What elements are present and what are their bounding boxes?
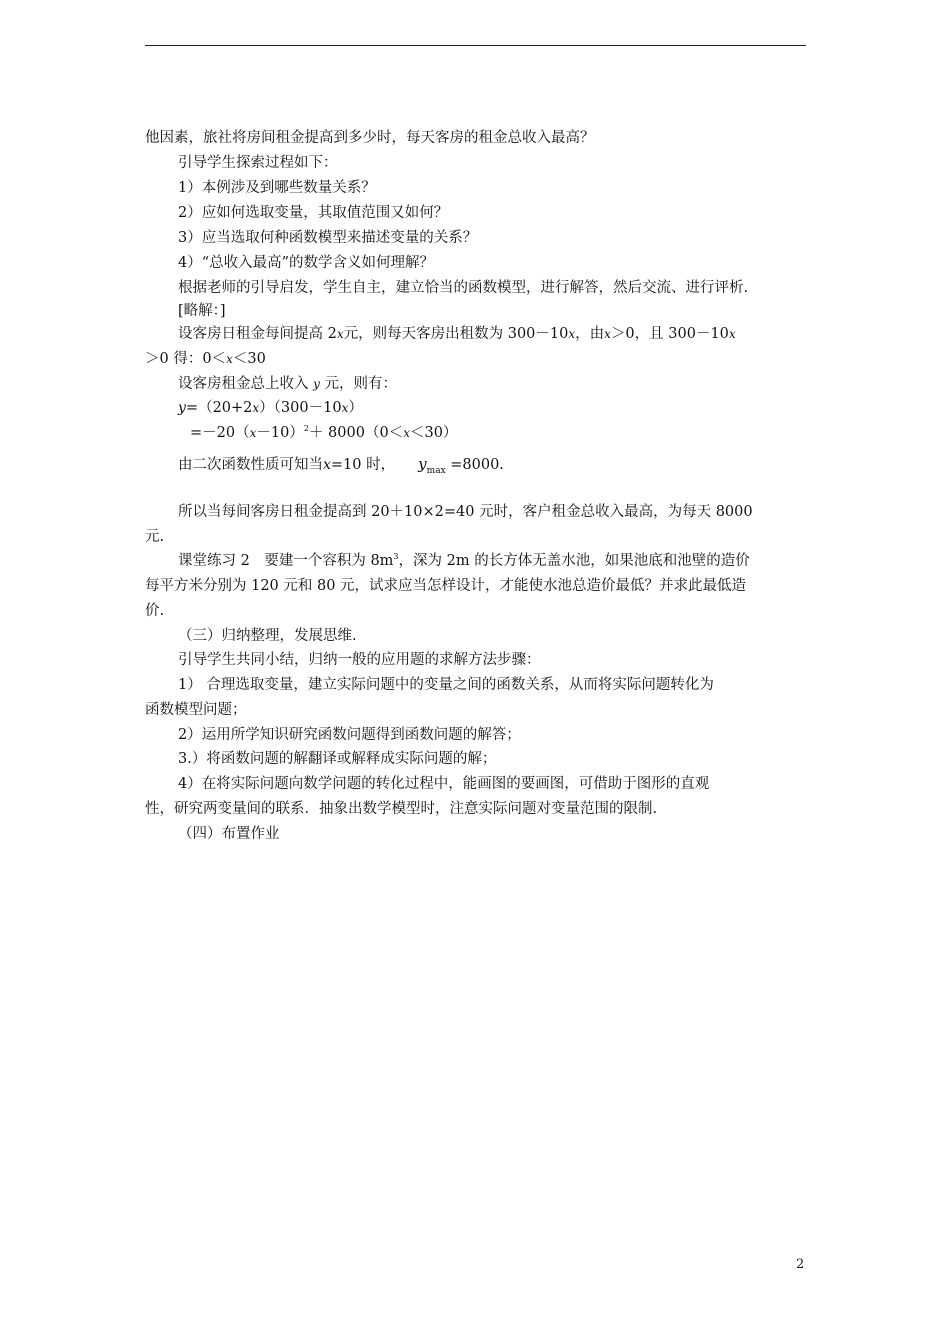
text-line: 1） 合理选取变量，建立实际问题中的变量之间的函数关系，从而将实际问题转化为 <box>178 677 714 693</box>
text-line: [略解：] <box>178 303 226 319</box>
text-line: 1）本例涉及到哪些数量关系？ <box>178 180 376 196</box>
text-line: 引导学生探索过程如下： <box>178 155 338 171</box>
text-line: 设客房日租金每间提高 2x元，则每天客房出租数为 300－10x，由x＞0，且 300－10x <box>178 326 736 342</box>
page-number: 2 <box>796 1257 805 1272</box>
text-line: 由二次函数性质可知当x=10 时， $y_{max} =8000$. <box>178 455 504 476</box>
text-line: 3.）将函数问题的解翻译或解释成实际问题的解； <box>178 751 497 767</box>
text-line: 所以当每间客房日租金提高到 20＋10×2=40 元时，客户租金总收入最高，为每天 8000 <box>178 504 753 520</box>
text-line: 4）在将实际问题向数学问题的转化过程中，能画图的要画图，可借助于图形的直观 <box>178 776 710 792</box>
formula-line: $=-20(x-10)^2+ 8000(0<x<30)$ <box>190 424 458 441</box>
text-line: ＞0 得：0＜x＜30 <box>145 351 266 367</box>
text-line: 元. <box>145 529 165 545</box>
text-line: 每平方米分别为 120 元和 80 元，试求应当怎样设计，才能使水池总造价最低？并求此最低造 <box>145 578 747 594</box>
text-line: 性，研究两变量间的联系．抽象出数学模型时，注意实际问题对变量范围的限制. <box>145 801 658 817</box>
text-line: 课堂练习 2 要建一个容积为 $8m^3$，深为 2m 的长方体无盖水池，如果池底和池壁的造价 <box>178 552 750 569</box>
text-line: 函数模型问题； <box>145 702 247 718</box>
section-heading: （三）归纳整理，发展思维. <box>178 628 357 644</box>
text-line: 2）运用所学知识研究函数问题得到函数问题的解答； <box>178 727 521 743</box>
text-line: 他因素，旅社将房间租金提高到多少时，每天客房的租金总收入最高？ <box>145 130 595 146</box>
text-line: 价. <box>145 603 165 619</box>
formula-line: y=（20+2x）（300－10x） <box>178 400 363 416</box>
text-line: 引导学生共同小结，归纳一般的应用题的求解方法步骤： <box>178 652 541 668</box>
text-line: 根据老师的引导启发，学生自主，建立恰当的函数模型，进行解答，然后交流、进行评析. <box>178 280 749 296</box>
text-line: 4）“总收入最高”的数学含义如何理解？ <box>178 255 435 271</box>
text-line: 3）应当选取何种函数模型来描述变量的关系？ <box>178 230 478 246</box>
header-rule <box>145 45 806 46</box>
section-heading: （四）布置作业 <box>178 826 280 842</box>
text-line: 设客房租金总上收入 y 元，则有： <box>178 376 397 392</box>
text-line: 2）应如何选取变量，其取值范围又如何？ <box>178 205 449 221</box>
